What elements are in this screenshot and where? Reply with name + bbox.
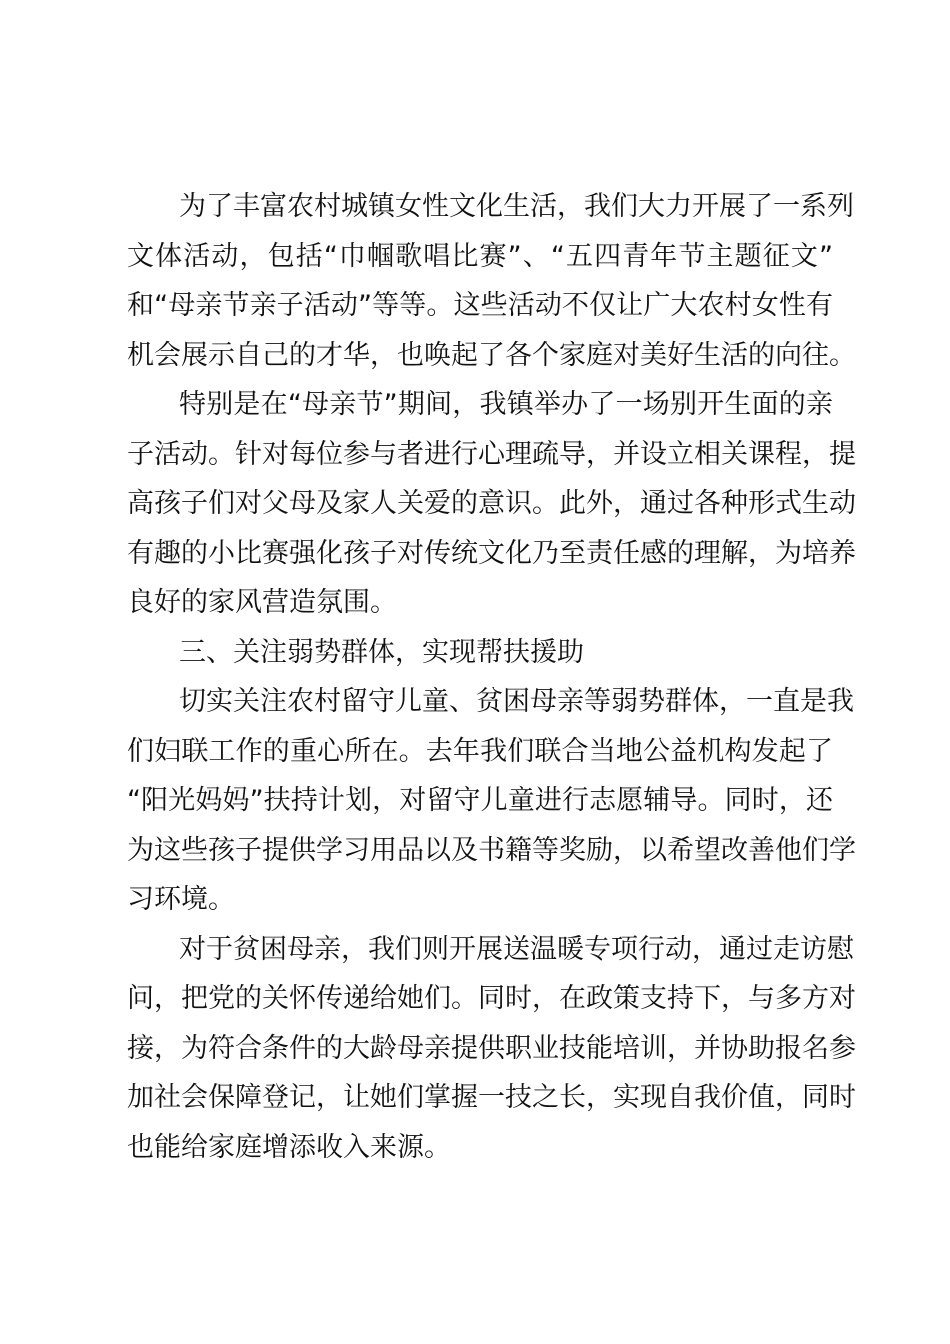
text-line: 们妇联工作的重心所在。去年我们联合当地公益机构发起了 (127, 735, 833, 767)
document-body (127, 182, 856, 1172)
paragraph-poor-mothers (127, 925, 856, 1173)
text-line: 和“母亲节亲子活动”等等。这些活动不仅让广大农村女性有 (127, 290, 833, 321)
text-line: 有趣的小比赛强化孩子对传统文化乃至责任感的理解，为培养 (127, 537, 856, 569)
paragraph-cultural-activities (127, 182, 856, 380)
text-line: “阳光妈妈”扶持计划，对留守儿童进行志愿辅导。同时，还 (127, 785, 833, 816)
text-line: 机会展示自己的才华，也唤起了各个家庭对美好生活的向往。 (127, 339, 856, 371)
text-line: 加社会保障登记，让她们掌握一技之长，实现自我价值，同时 (127, 1082, 856, 1113)
text-line: 为了丰富农村城镇女性文化生活，我们大力开展了一系列 (179, 191, 854, 222)
text-line: 也能给家庭增添收入来源。 (127, 1131, 451, 1163)
text-line: 文体活动，包括“巾帼歌唱比赛”、“五四青年节主题征文” (127, 240, 833, 272)
paragraph-left-behind-children (127, 677, 856, 925)
text-line: 子活动。针对每位参与者进行心理疏导，并设立相关课程，提 (127, 438, 856, 470)
paragraph-mothers-day (127, 380, 856, 628)
text-line: 良好的家风营造氛围。 (127, 587, 397, 618)
text-line: 高孩子们对父母及家人关爱的意识。此外，通过各种形式生动 (127, 488, 856, 519)
text-line: 特别是在“母亲节”期间，我镇举办了一场别开生面的亲 (179, 389, 833, 420)
text-line: 为这些孩子提供学习用品以及书籍等奖励，以希望改善他们学 (127, 834, 856, 866)
text-line: 问，把党的关怀传递给她们。同时，在政策支持下，与多方对 (127, 983, 856, 1014)
text-line: 对于贫困母亲，我们则开展送温暖专项行动，通过走访慰 (179, 933, 854, 965)
text-line: 习环境。 (127, 884, 235, 915)
text-line: 切实关注农村留守儿童、贫困母亲等弱势群体，一直是我 (179, 686, 854, 717)
section-heading: 三、关注弱势群体，实现帮扶援助 (179, 636, 584, 668)
text-line: 接，为符合条件的大龄母亲提供职业技能培训，并协助报名参 (127, 1032, 856, 1064)
